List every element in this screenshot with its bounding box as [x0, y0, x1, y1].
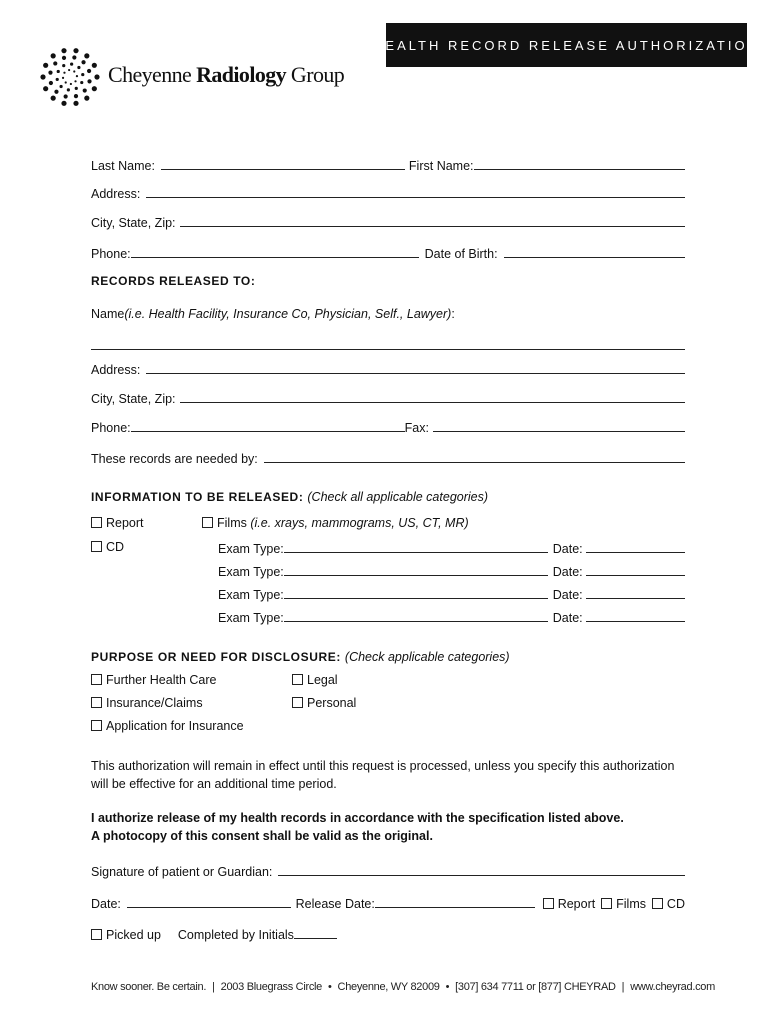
films-option[interactable] — [202, 516, 469, 530]
logo-dot — [72, 55, 76, 59]
signature-row — [91, 863, 685, 879]
recipient-city-label: City, State, Zip: — [91, 392, 176, 406]
logo-dot — [84, 96, 89, 101]
company-name-part-2: Group — [286, 62, 345, 87]
personal-label: Personal — [307, 696, 357, 710]
exam-date-label: Date: — [552, 542, 583, 556]
phone-field[interactable] — [131, 256, 419, 258]
logo-dot — [60, 85, 63, 88]
purpose-heading — [91, 650, 510, 664]
authorization-line-1: I authorize release of my health records in accordance with the specification listed above. — [91, 811, 624, 825]
logo-dot — [87, 69, 91, 73]
picked-up-label: Picked up — [106, 928, 161, 942]
footer-tagline: Know sooner. Be certain. — [91, 981, 207, 993]
logo-dot — [70, 83, 72, 85]
exam-date-label: Date: — [552, 611, 583, 625]
release-date-label: Release Date: — [295, 897, 375, 911]
purpose-heading-hint: (Check applicable categories) — [344, 650, 510, 664]
date-field[interactable] — [127, 906, 291, 908]
report-label: Report — [106, 516, 144, 530]
footer-city: Cheyenne, WY 82009 — [337, 981, 440, 993]
logo-dot — [70, 63, 73, 66]
city-state-zip-field[interactable] — [180, 225, 685, 227]
recipient-name-field[interactable] — [91, 348, 685, 350]
logo-dot — [92, 63, 97, 68]
information-heading — [91, 490, 488, 504]
information-heading-text: INFORMATION TO BE RELEASED: — [91, 490, 304, 504]
logo-dot — [92, 86, 97, 91]
report-checkbox[interactable] — [91, 517, 102, 528]
recipient-address-field[interactable] — [146, 372, 685, 374]
further-health-care-option[interactable] — [91, 673, 216, 687]
logo-dot — [51, 53, 56, 58]
exam-date-field[interactable] — [586, 551, 685, 553]
cd-option[interactable] — [91, 540, 124, 554]
logo-dot — [77, 66, 80, 69]
release-report-label: Report — [557, 897, 596, 911]
logo-dot — [53, 61, 57, 65]
logo-dot — [74, 94, 78, 98]
recipient-name-row — [91, 305, 685, 321]
logo-dot — [61, 101, 66, 106]
logo-dot — [94, 74, 99, 79]
footer: Know sooner. Be certain. | 2003 Bluegrass Circle • Cheyenne, WY 82009 • [307] 634 7711 or [877] CHEYRAD | www.cheyrad.com — [91, 981, 715, 993]
cd-checkbox[interactable] — [91, 541, 102, 552]
logo-dot — [73, 70, 75, 72]
logo-dot — [74, 80, 76, 82]
insurance-claims-label: Insurance/Claims — [106, 696, 203, 710]
completed-by-label: Completed by Initials — [177, 928, 294, 942]
logo-dot — [62, 64, 65, 67]
logo-dot — [56, 78, 59, 81]
needed-by-row — [91, 450, 685, 466]
legal-label: Legal — [307, 673, 338, 687]
exam-date-label: Date: — [552, 588, 583, 602]
exam-date-label: Date: — [552, 565, 583, 579]
release-films-checkbox[interactable] — [601, 898, 612, 909]
further-health-care-label: Further Health Care — [106, 673, 217, 687]
logo-dot — [62, 77, 64, 79]
logo-dots-icon — [40, 46, 104, 110]
release-date-field[interactable] — [375, 906, 535, 908]
logo-dot — [40, 74, 45, 79]
phone-dob-row — [91, 245, 685, 261]
films-hint: (i.e. xrays, mammograms, US, CT, MR) — [250, 516, 469, 530]
recipient-phone-field[interactable] — [131, 430, 405, 432]
logo-dot — [84, 53, 89, 58]
last-name-label: Last Name: — [91, 159, 155, 173]
address-field[interactable] — [146, 196, 685, 198]
recipient-fax-field[interactable] — [433, 430, 685, 432]
logo-dot — [49, 81, 53, 85]
form-title: HEALTH RECORD RELEASE AUTHORIZATION — [386, 23, 747, 67]
information-heading-hint: (Check all applicable categories) — [307, 490, 489, 504]
first-name-label: First Name: — [408, 159, 474, 173]
needed-by-field[interactable] — [264, 461, 685, 463]
exam-type-field[interactable] — [284, 574, 548, 576]
report-option[interactable] — [91, 516, 144, 530]
signature-field[interactable] — [278, 874, 685, 876]
release-films-label: Films — [616, 897, 646, 911]
exam-row — [218, 586, 685, 602]
logo-dot — [61, 48, 66, 53]
picked-up-checkbox[interactable] — [91, 929, 102, 940]
films-checkbox[interactable] — [202, 517, 213, 528]
recipient-address-row — [91, 361, 685, 377]
logo-dot — [62, 56, 66, 60]
release-cd-option[interactable] — [652, 897, 685, 911]
application-insurance-option[interactable] — [91, 719, 244, 733]
dob-label: Date of Birth: — [424, 247, 498, 261]
recipient-name-line-row — [91, 337, 685, 353]
legal-option[interactable] — [292, 673, 338, 687]
films-label: Films — [217, 516, 251, 530]
footer-website[interactable]: www.cheyrad.com — [630, 981, 715, 993]
recipient-city-row — [91, 390, 685, 406]
application-insurance-label: Application for Insurance — [106, 719, 244, 733]
further-health-care-checkbox[interactable] — [91, 674, 102, 685]
last-first-name-row — [91, 157, 685, 173]
date-release-row — [91, 895, 685, 911]
authorization-statement — [91, 809, 691, 845]
purpose-heading-text: PURPOSE OR NEED FOR DISCLOSURE: — [91, 650, 341, 664]
authorization-line-2: A photocopy of this consent shall be valid as the original. — [91, 829, 433, 843]
release-cd-label: CD — [666, 897, 685, 911]
logo-dot — [87, 79, 91, 83]
insurance-claims-option[interactable] — [91, 696, 203, 710]
picked-up-option[interactable] — [91, 928, 161, 942]
logo-dot — [63, 72, 65, 74]
exam-type-field[interactable] — [284, 620, 548, 622]
recipient-name-hint: (i.e. Health Facility, Insurance Co, Physician, Self., Lawyer) — [124, 307, 452, 321]
legal-checkbox[interactable] — [292, 674, 303, 685]
logo-dot — [51, 96, 56, 101]
exam-date-field[interactable] — [586, 620, 685, 622]
exam-type-label: Exam Type: — [218, 588, 284, 602]
city-state-zip-row — [91, 214, 685, 230]
cd-label: CD — [106, 540, 125, 554]
application-insurance-checkbox[interactable] — [91, 720, 102, 731]
company-name — [108, 62, 344, 88]
needed-by-label: These records are needed by: — [91, 452, 258, 466]
recipient-address-label: Address: — [91, 363, 141, 377]
company-name-part-1: Cheyenne — [108, 62, 197, 87]
phone-label: Phone: — [91, 247, 131, 261]
personal-option[interactable] — [292, 696, 356, 710]
exam-date-field[interactable] — [586, 597, 685, 599]
logo-dot — [80, 81, 83, 84]
records-released-heading: RECORDS RELEASED TO: — [91, 274, 256, 288]
footer-address: 2003 Bluegrass Circle — [220, 981, 322, 993]
company-name-bold: Radiology — [196, 62, 287, 87]
authorization-effect-text: This authorization will remain in effect until this request is processed, unless you specify this authorization will be effective for an additional time period. — [91, 759, 675, 791]
completed-by-field[interactable] — [294, 937, 337, 939]
release-report-option[interactable] — [543, 897, 596, 911]
logo-dot — [73, 101, 78, 106]
release-report-checkbox[interactable] — [543, 898, 554, 909]
logo-dot — [75, 87, 78, 90]
exam-type-label: Exam Type: — [218, 565, 284, 579]
exam-row — [218, 609, 685, 625]
address-label: Address: — [91, 187, 141, 201]
logo-dot — [48, 71, 52, 75]
logo-dot — [68, 69, 70, 71]
date-label: Date: — [91, 897, 121, 911]
first-name-field[interactable] — [474, 168, 685, 170]
exam-row — [218, 563, 685, 579]
logo-dot — [73, 48, 78, 53]
exam-row — [218, 540, 685, 556]
release-cd-checkbox[interactable] — [652, 898, 663, 909]
recipient-name-colon: : — [451, 307, 455, 321]
logo-dot — [65, 81, 67, 83]
exam-type-field[interactable] — [284, 551, 548, 553]
exam-type-field[interactable] — [284, 597, 548, 599]
exam-type-label: Exam Type: — [218, 611, 284, 625]
release-films-option[interactable] — [601, 897, 646, 911]
dob-field[interactable] — [504, 256, 685, 258]
recipient-city-field[interactable] — [180, 401, 685, 403]
insurance-claims-checkbox[interactable] — [91, 697, 102, 708]
recipient-phone-label: Phone: — [91, 421, 131, 435]
last-name-field[interactable] — [161, 168, 405, 170]
logo-dot — [67, 88, 70, 91]
recipient-phone-fax-row — [91, 419, 685, 435]
logo-dot — [43, 86, 48, 91]
logo-dot — [76, 75, 78, 77]
logo-dot — [81, 73, 84, 76]
signature-label: Signature of patient or Guardian: — [91, 865, 273, 879]
logo-dot — [83, 88, 87, 92]
logo-dot — [81, 60, 85, 64]
logo-dot — [64, 94, 68, 98]
logo-dot — [57, 70, 60, 73]
recipient-name-label: Name — [91, 307, 125, 321]
logo-dot — [54, 90, 58, 94]
footer-phone: [307] 634 7711 or [877] CHEYRAD — [455, 981, 616, 993]
logo-dot — [43, 63, 48, 68]
exam-date-field[interactable] — [586, 574, 685, 576]
city-state-zip-label: City, State, Zip: — [91, 216, 176, 230]
pickup-row — [91, 926, 685, 942]
address-row — [91, 185, 685, 201]
personal-checkbox[interactable] — [292, 697, 303, 708]
exam-type-label: Exam Type: — [218, 542, 284, 556]
recipient-fax-label: Fax: — [404, 421, 429, 435]
